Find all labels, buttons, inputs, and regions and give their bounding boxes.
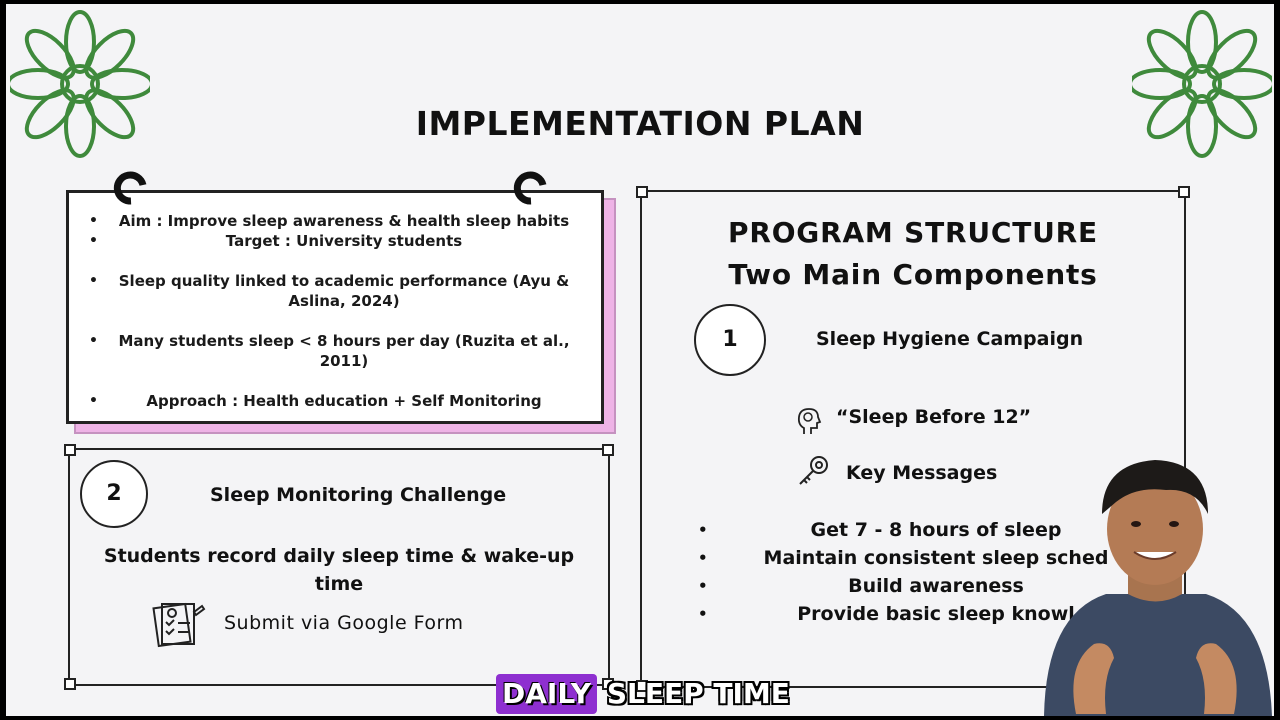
page-title: IMPLEMENTATION PLAN — [415, 104, 865, 143]
caption-text: SLEEP TIME — [597, 677, 790, 710]
program-heading: PROGRAM STRUCTURE Two Main Components — [728, 216, 1098, 291]
component-description: Students record daily sleep time & wake-up time — [103, 545, 575, 595]
list-item: • Many students sleep < 8 hours per day (Ruzita et al., 2011) — [89, 332, 570, 370]
list-item: • Get 7 - 8 hours of sleep — [698, 519, 1062, 541]
submit-note: Submit via Google Form — [224, 612, 464, 634]
component-title: Sleep Monitoring Challenge — [210, 484, 507, 506]
campaign-slogan: “Sleep Before 12” — [836, 406, 1032, 428]
list-item: • Aim : Improve sleep awareness & health sleep habits — [89, 212, 570, 230]
sleep-monitoring-frame — [68, 448, 610, 686]
head-brain-icon — [796, 406, 822, 436]
overview-card — [66, 190, 604, 424]
resize-handle — [64, 444, 76, 456]
component-number-badge: 1 — [694, 304, 766, 376]
component-title: Sleep Hygiene Campaign — [816, 328, 1084, 350]
resize-handle — [636, 186, 648, 198]
binder-clip-icon — [513, 171, 549, 211]
key-messages-label: Key Messages — [846, 462, 998, 484]
binder-clip-icon — [113, 171, 149, 211]
list-item: • Build awareness — [698, 575, 1024, 597]
list-item: • Target : University students — [89, 232, 463, 250]
presentation-slide — [6, 4, 1274, 716]
list-item: • Sleep quality linked to academic performance (Ayu & Aslina, 2024) — [89, 272, 570, 310]
resize-handle — [64, 678, 76, 690]
list-item: • Approach : Health education + Self Monitoring — [89, 392, 542, 410]
video-caption — [496, 674, 790, 714]
caption-highlight-word: DAILY — [496, 674, 597, 714]
resize-handle — [602, 444, 614, 456]
form-checklist-icon — [150, 600, 206, 648]
presenter-video-overlay — [1036, 444, 1274, 716]
component-number-badge: 2 — [80, 460, 148, 528]
list-item: • Maintain consistent sleep sched — [698, 547, 1109, 569]
overview-list — [69, 211, 601, 411]
key-icon — [796, 454, 830, 488]
resize-handle — [1178, 186, 1190, 198]
list-item: • Provide basic sleep knowl — [698, 603, 1075, 625]
